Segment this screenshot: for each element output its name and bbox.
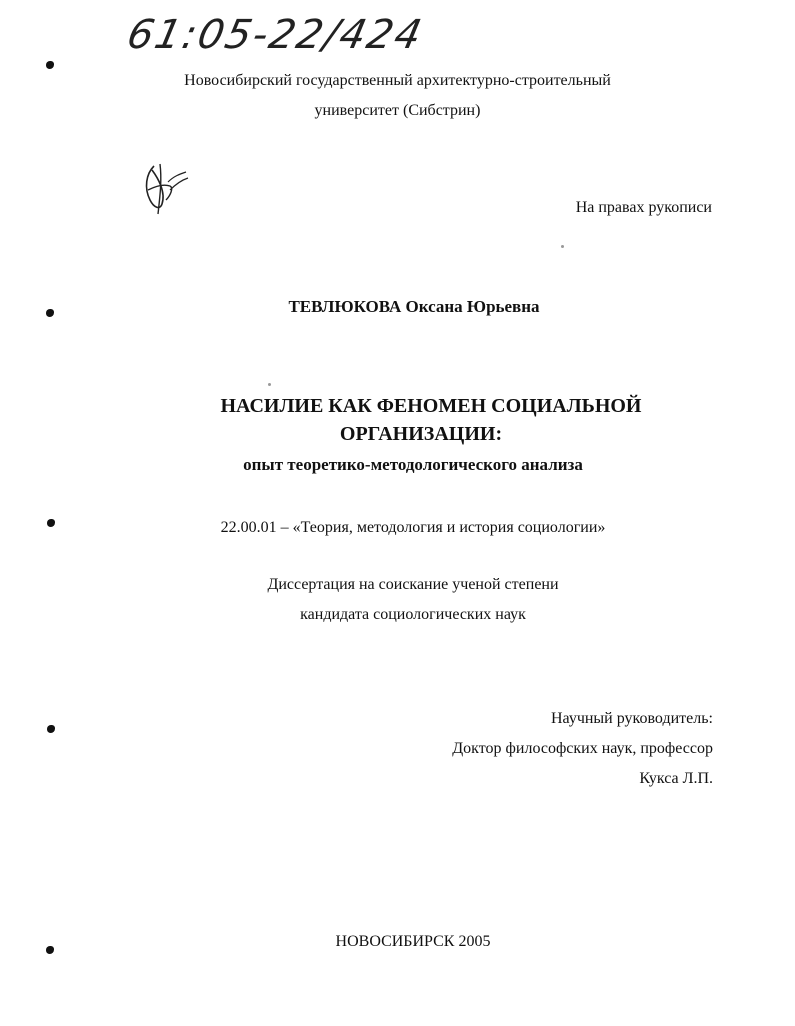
city-and-year: НОВОСИБИРСК 2005: [335, 933, 491, 950]
specialty-code: 22.00.01 – «Теория, методология и история социологии»: [220, 519, 606, 536]
university-name-line1: Новосибирский государственный архитектурно-строительный: [184, 72, 611, 89]
dissertation-title-line2: ОРГАНИЗАЦИИ:: [339, 423, 503, 445]
rights-note: На правах рукописи: [575, 199, 712, 216]
degree-line2: кандидата социологических наук: [300, 606, 526, 623]
university-name-line2: университет (Сибстрин): [314, 102, 481, 119]
supervisor-label: Научный руководитель:: [550, 710, 713, 727]
handwritten-catalog-number: 61:05-22/424: [123, 12, 428, 58]
supervisor-name: Кукса Л.П.: [639, 770, 713, 787]
degree-line1: Диссертация на соискание ученой степени: [267, 576, 559, 593]
binding-hole-mark: [46, 61, 54, 69]
dissertation-title-line1: НАСИЛИЕ КАК ФЕНОМЕН СОЦИАЛЬНОЙ: [220, 395, 642, 417]
dissertation-subtitle: опыт теоретико-методологического анализа: [243, 455, 583, 474]
author-name: ТЕВЛЮКОВА Оксана Юрьевна: [288, 297, 540, 316]
scan-speck: [561, 245, 564, 248]
scan-speck: [268, 383, 271, 386]
supervisor-degree: Доктор философских наук, профессор: [452, 740, 713, 757]
